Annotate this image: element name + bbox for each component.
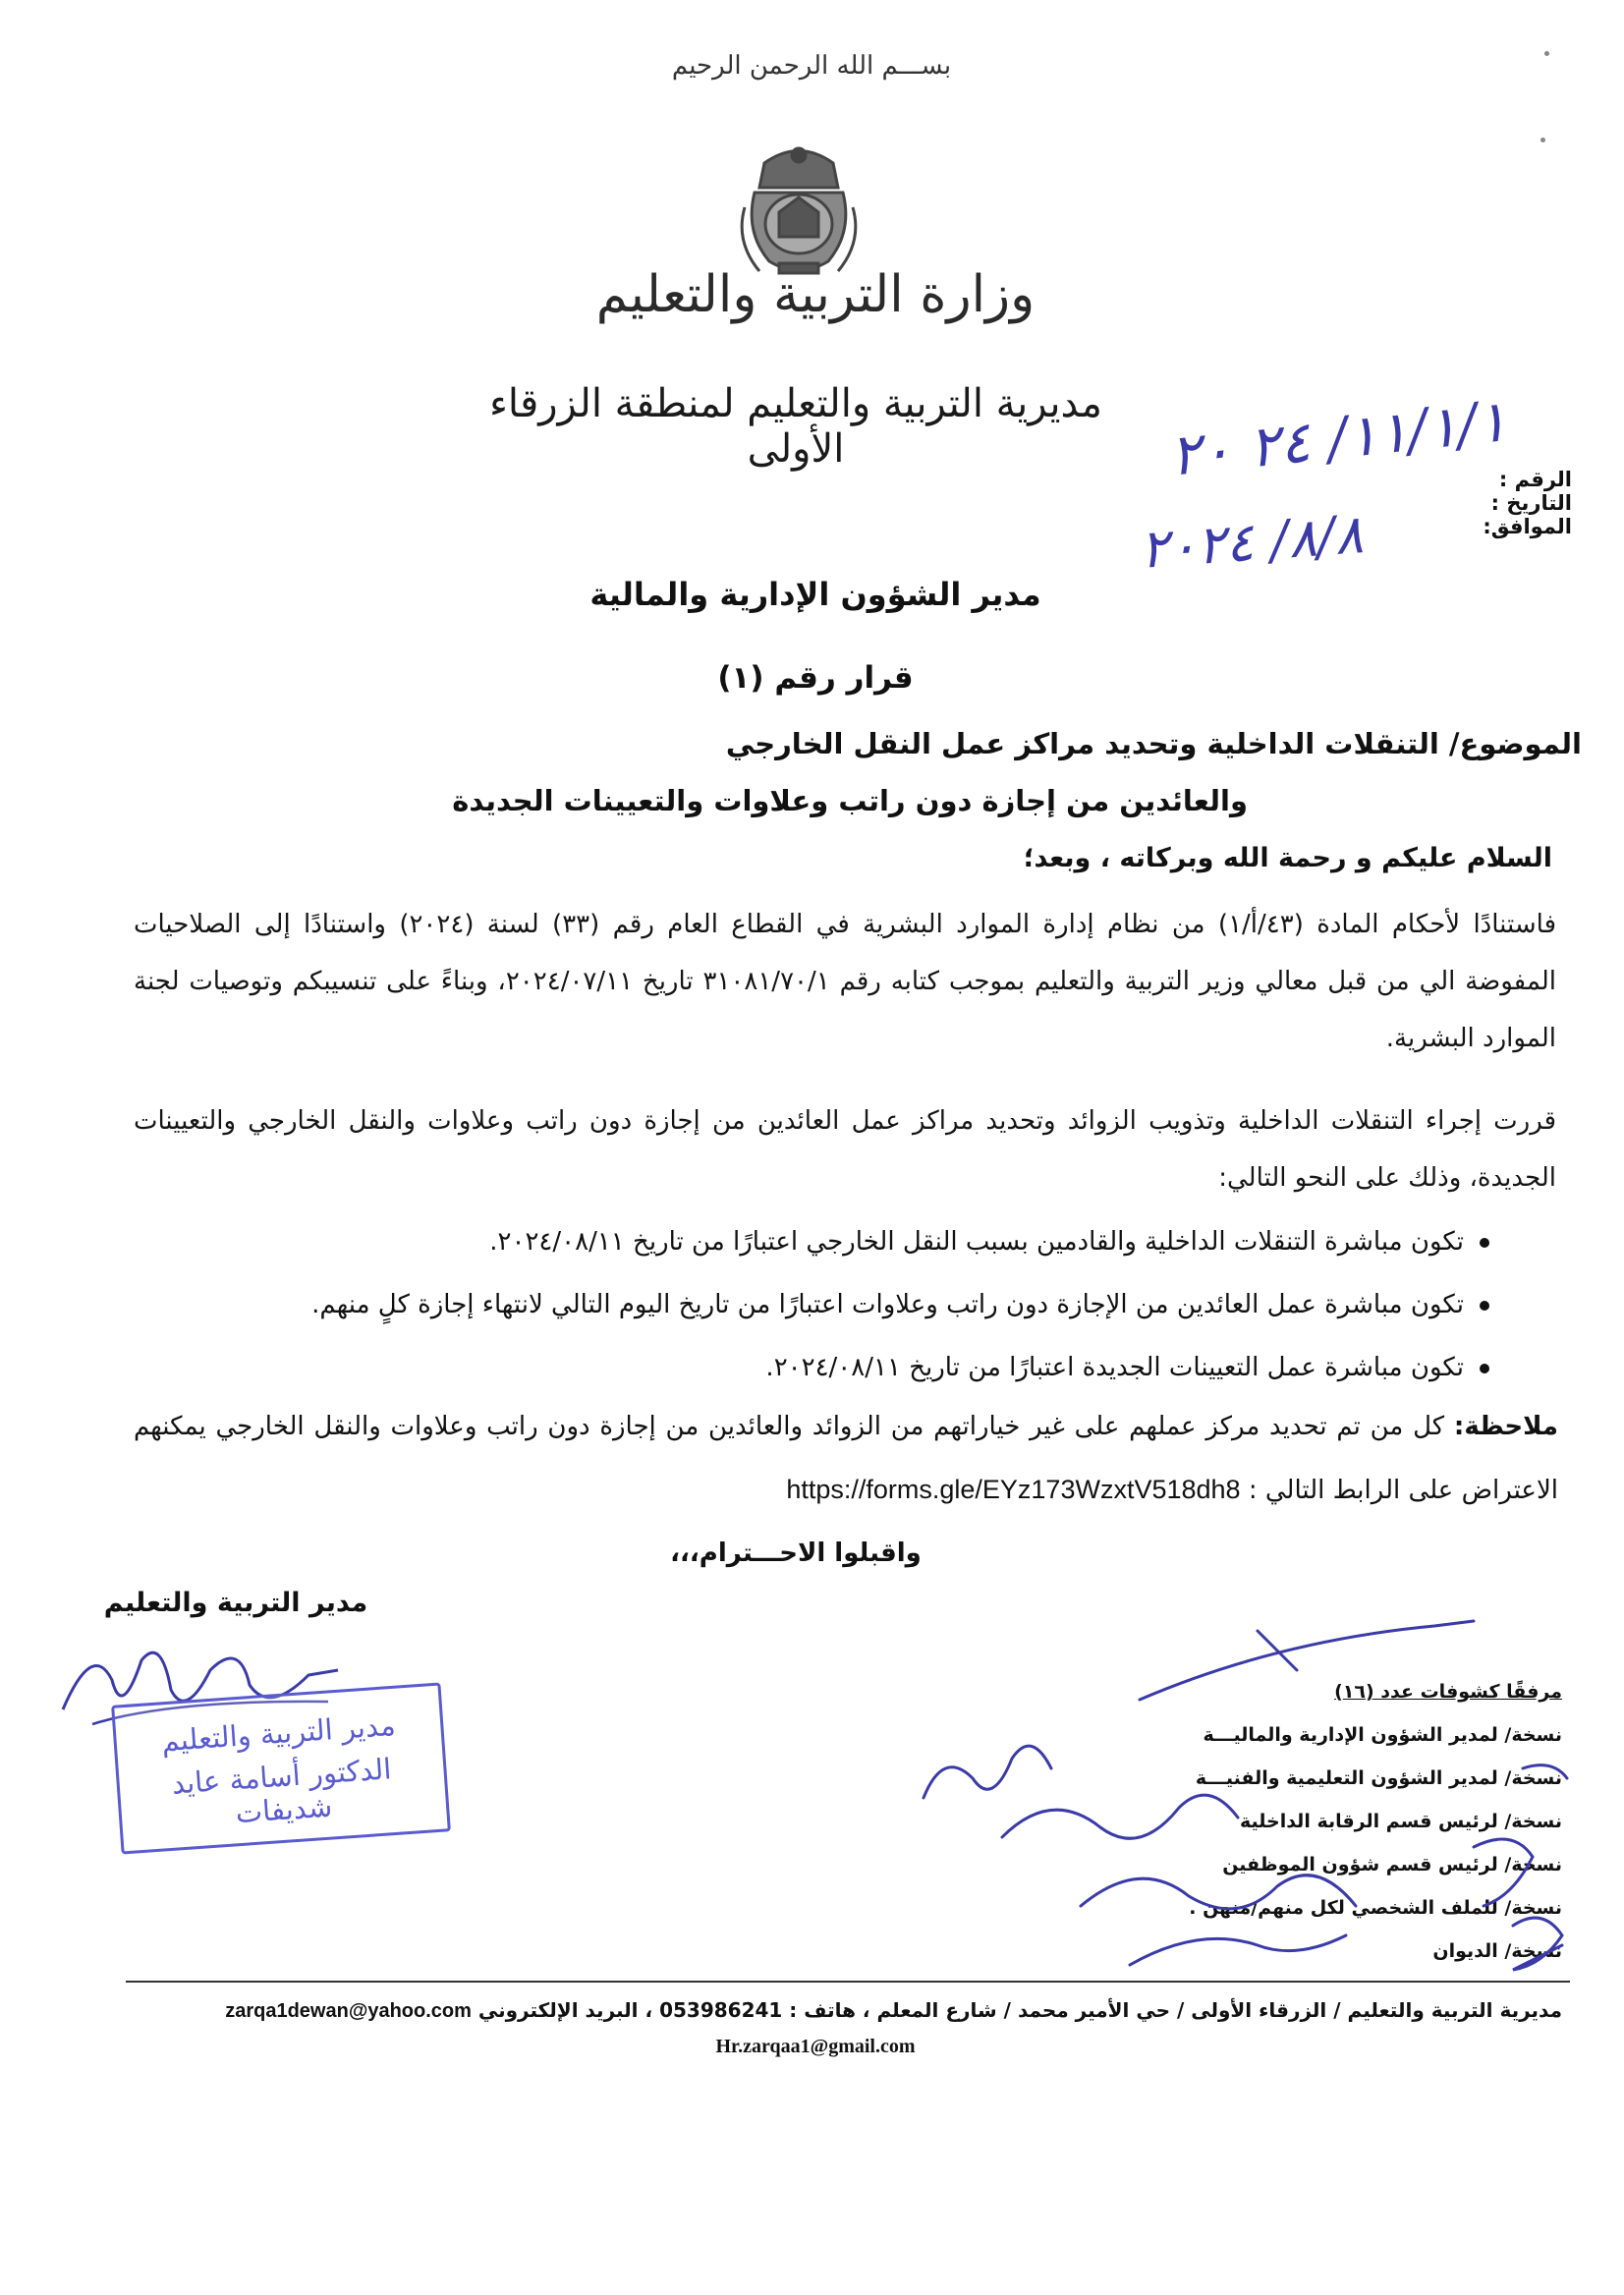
note-paragraph <box>134 1395 1558 1522</box>
subject-line-2: والعائدين من إجازة دون راتب وعلاوات والتعيينات الجديدة <box>452 784 1248 817</box>
subject-line-1: الموضوع/ التنقلات الداخلية وتحديد مراكز عمل النقل الخارجي <box>725 727 1582 760</box>
objection-form-link[interactable]: https://forms.gle/EYz173WzxtV518dh8 <box>786 1475 1241 1504</box>
note-label: ملاحظة: <box>1453 1412 1558 1441</box>
copies-list <box>1100 1670 1562 1973</box>
footer-address <box>138 1998 1562 2023</box>
signatory-title: مدير التربية والتعليم <box>103 1588 368 1618</box>
ref-date-label: التاريخ : <box>1490 491 1572 515</box>
handwritten-date: ٨/٨/ ٢٠٢٤ <box>1138 503 1366 581</box>
bullet-item: تكون مباشرة عمل التعيينات الجديدة اعتبارًا من تاريخ ٢٠٢٤/٠٨/١١. <box>118 1336 1493 1399</box>
footer-email-secondary[interactable]: Hr.zarqaa1@gmail.com <box>715 2036 916 2057</box>
scan-speck <box>1544 51 1549 56</box>
copy-recipient: نسخة/ لمدير الشؤون التعليمية والفنيـــة <box>1195 1767 1562 1789</box>
bullet-item: تكون مباشرة التنقلات الداخلية والقادمين بسبب النقل الخارجي اعتبارًا من تاريخ ٢٠٢٤/٠٨/١١. <box>118 1210 1493 1273</box>
decision-number: قرار رقم (١) <box>717 660 914 696</box>
handwritten-reference-number: ١١/١/١/ ٢٤ ٢٠ <box>1166 387 1511 489</box>
copy-recipient: نسخة/ للملف الشخصي لكل منهم/منهن . <box>1189 1897 1562 1919</box>
greeting: السلام عليكم و رحمة الله وبركاته ، وبعد؛ <box>1023 843 1552 873</box>
paragraph-legal-basis: فاستنادًا لأحكام المادة (٤٣/أ/١) من نظام إدارة الموارد البشرية في القطاع العام رقم (٣٣) لسنة (٢٠٢٤) واستنادًا إلى الصلاحيات المفوضة الي من قبل معالي وزير التربية والتعليم بموجب كتابه رقم ٣١٠٨١/٧٠/١ تاريخ ٢٠٢٤/٠٧/١١، وبناءً على تنسيبكم وتوصيات لجنة الموارد البشرية. <box>134 910 1557 1053</box>
stamp-line-2: الدكتور أسامة عايد شديفات <box>170 1752 393 1830</box>
footer-address-text: مديرية التربية والتعليم / الزرقاء الأولى / حي الأمير محمد / شارع المعلم ، هاتف : 053986241 ، البريد الإلكتروني <box>477 1998 1562 2022</box>
copy-recipient: نسخة/ لرئيس قسم الرقابة الداخلية <box>1239 1811 1562 1832</box>
coat-of-arms-emblem <box>725 134 872 281</box>
stamp-line-1: مدير التربية والتعليم <box>160 1707 397 1759</box>
footer-divider <box>126 1981 1570 1983</box>
copy-recipient: نسخة/ لرئيس قسم شؤون الموظفين <box>1222 1854 1562 1875</box>
ministry-name: وزارة التربية والتعليم <box>595 265 1036 324</box>
footer-email-primary[interactable]: zarqa1dewan@yahoo.com <box>225 2000 472 2022</box>
scan-speck <box>1540 138 1545 142</box>
attachments-note: مرفقًا كشوفات عدد (١٦) <box>1334 1681 1562 1703</box>
decision-bullet-list <box>118 1210 1493 1399</box>
sender-title: مدير الشؤون الإدارية والمالية <box>589 576 1041 613</box>
ref-corresponding-label: الموافق: <box>1483 515 1572 538</box>
ref-number-label: الرقم : <box>1498 468 1572 491</box>
copy-recipient: نسخة/ لمدير الشؤون الإدارية والماليـــة <box>1203 1724 1562 1746</box>
official-stamp <box>111 1682 451 1854</box>
basmala: بســـم الله الرحمن الرحيم <box>671 51 952 81</box>
directorate-name: مديرية التربية والتعليم لمنطقة الزرقاء الأولى <box>489 381 1102 472</box>
copy-recipient: نسخة/ الديوان <box>1432 1940 1562 1962</box>
bullet-item: تكون مباشرة عمل العائدين من الإجازة دون راتب وعلاوات اعتبارًا من تاريخ اليوم التالي لانتهاء إجازة كلٍ منهم. <box>118 1273 1493 1336</box>
note-text: كل من تم تحديد مركز عملهم على غير خياراتهم من الزوائد والعائدين من إجازة دون راتب وعلاوات والنقل الخارجي يمكنهم الاعتراض على الرابط التالي : <box>134 1412 1558 1505</box>
paragraph-decision: قررت إجراء التنقلات الداخلية وتذويب الزوائد وتحديد مراكز عمل العائدين من إجازة دون راتب وعلاوات والنقل الخارجي والتعيينات الجديدة، وذلك على النحو التالي: <box>134 1106 1556 1193</box>
closing-salutation: واقبلوا الاحـــترام،،، <box>670 1539 922 1568</box>
